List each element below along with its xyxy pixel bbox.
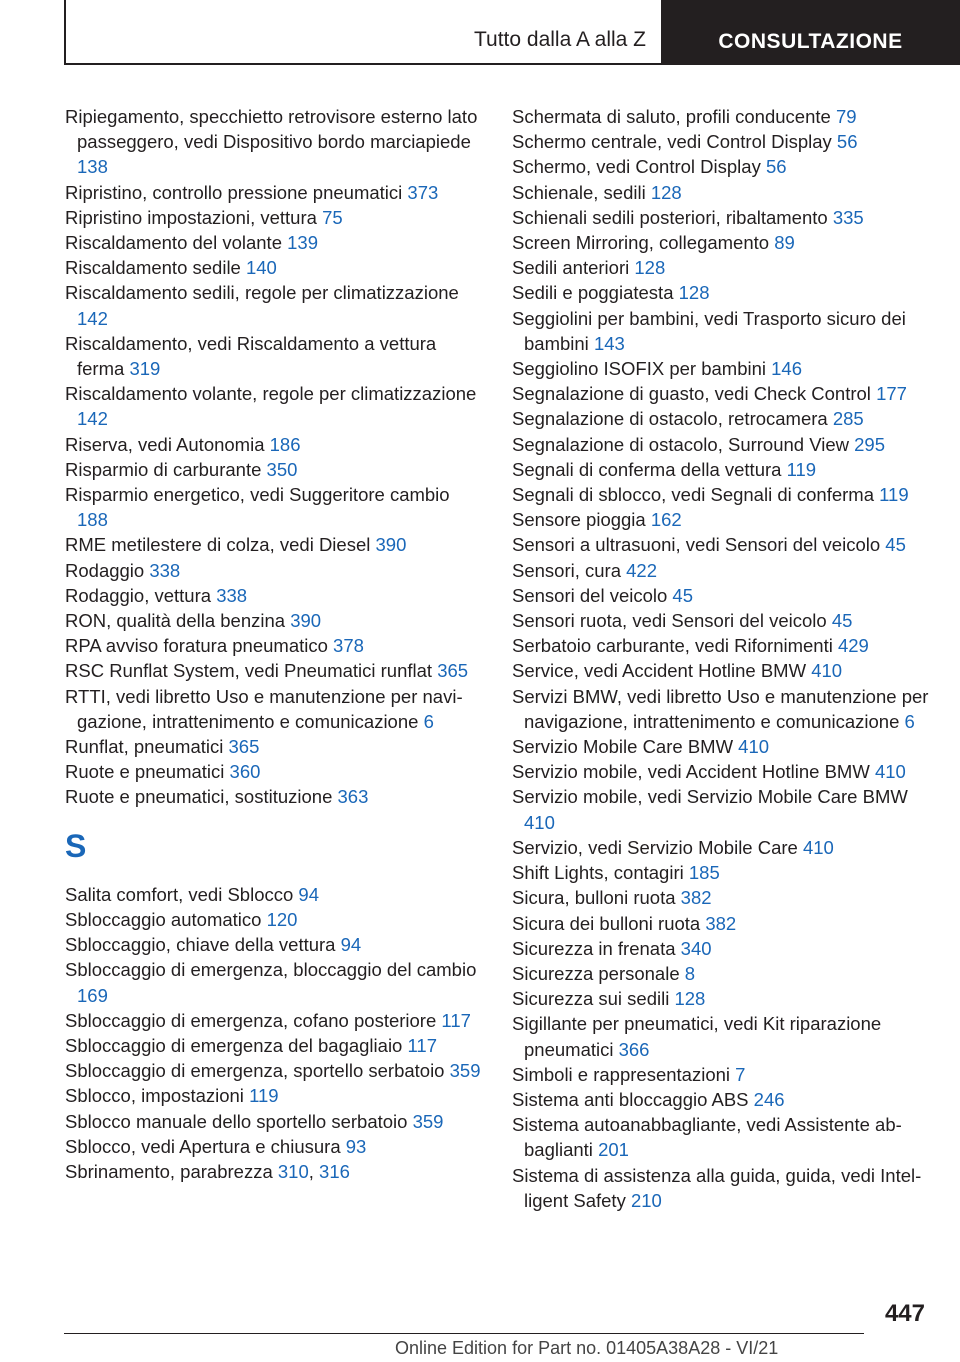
index-entry-text: Simboli e rappresentazioni bbox=[512, 1063, 731, 1085]
index-entry-text: Schienali sedili posteriori, ribaltamento bbox=[512, 206, 828, 228]
index-entry bbox=[512, 129, 932, 154]
index-entry-text: RTTI, vedi libretto Uso e manutenzione per navigazione, intrattenimento e comunicazione bbox=[65, 685, 463, 732]
index-entry bbox=[512, 911, 932, 936]
page-reference-link[interactable]: 429 bbox=[837, 635, 869, 657]
index-entry-text: Servizio mobile, vedi Accident Hotline BMW bbox=[512, 761, 870, 783]
index-entry bbox=[512, 255, 932, 280]
index-entry bbox=[65, 608, 485, 633]
index-entry-text: Sistema di assistenza alla guida, guida, vedi Intelligent Safety bbox=[512, 1164, 922, 1211]
index-entry bbox=[512, 759, 932, 784]
index-entry-text: Riscaldamento sedile bbox=[65, 257, 241, 279]
page-reference-link[interactable]: 128 bbox=[650, 181, 682, 203]
index-entry-text: Ripristino impostazioni, vettura bbox=[65, 206, 317, 228]
page-reference-link[interactable]: 162 bbox=[650, 509, 682, 531]
index-entry bbox=[65, 684, 485, 734]
index-entry bbox=[512, 180, 932, 205]
page-reference-link[interactable]: 366 bbox=[618, 1038, 650, 1060]
page-reference-link[interactable]: 75 bbox=[322, 206, 343, 228]
index-entry bbox=[512, 1112, 932, 1162]
page-reference-link[interactable]: 138 bbox=[77, 156, 108, 178]
page-reference-link[interactable]: 360 bbox=[229, 761, 261, 783]
index-entry-text: Sicura, bulloni ruota bbox=[512, 887, 676, 909]
page-reference-link[interactable]: 188 bbox=[77, 509, 108, 531]
index-entry bbox=[512, 986, 932, 1011]
page-reference-link[interactable]: 378 bbox=[333, 635, 364, 657]
index-entry-text: Servizi BMW, vedi libretto Uso e manutenzione per navigazione, intrattenimento e comunicazione bbox=[512, 685, 929, 732]
page-reference-link[interactable]: 139 bbox=[287, 232, 319, 254]
index-entry bbox=[512, 507, 932, 532]
footer-edition: Online Edition for Part no. 01405A38A28 - VI/21 bbox=[395, 1338, 779, 1358]
index-entry bbox=[512, 835, 932, 860]
index-entry-text: Schermo, vedi Control Display bbox=[512, 156, 761, 178]
page-reference-link[interactable]: 359 bbox=[412, 1110, 444, 1132]
index-entry bbox=[512, 532, 932, 557]
page-reference-link[interactable]: 338 bbox=[149, 559, 181, 581]
page-reference-link[interactable]: 410 bbox=[738, 736, 770, 758]
index-entry bbox=[512, 230, 932, 255]
index-entry bbox=[512, 356, 932, 381]
index-entry bbox=[65, 482, 485, 532]
index-entry bbox=[512, 558, 932, 583]
page-reference-link[interactable]: 185 bbox=[688, 862, 720, 884]
index-entry-text: Sicurezza sui sedili bbox=[512, 988, 670, 1010]
index-entry-text: Sbloccaggio di emergenza, sportello serbatoio bbox=[65, 1060, 445, 1082]
index-entry bbox=[512, 684, 932, 734]
index-entry bbox=[512, 432, 932, 457]
index-entry-text: Riscaldamento sedili, regole per climatizzazione bbox=[65, 282, 459, 304]
index-entry-text: Sensori a ultrasuoni, vedi Sensori del veicolo bbox=[512, 534, 881, 556]
index-entry bbox=[65, 1109, 485, 1134]
index-entry bbox=[512, 1011, 932, 1061]
index-entry-text: Runflat, pneumatici bbox=[65, 736, 224, 758]
index-entry bbox=[512, 633, 932, 658]
page-reference-link[interactable]: 338 bbox=[216, 584, 248, 606]
index-entry bbox=[65, 104, 485, 180]
index-entry bbox=[512, 860, 932, 885]
index-entry-text: Sensori del veicolo bbox=[512, 584, 668, 606]
index-entry bbox=[65, 734, 485, 759]
index-entry bbox=[65, 882, 485, 907]
page-reference-link[interactable]: 390 bbox=[290, 610, 322, 632]
index-entry bbox=[65, 381, 485, 431]
page-reference-link[interactable]: 310 bbox=[277, 1160, 309, 1182]
header-left-rule bbox=[64, 0, 66, 64]
page-reference-link[interactable]: 365 bbox=[228, 736, 260, 758]
index-entry bbox=[512, 381, 932, 406]
index-entry bbox=[512, 1087, 932, 1112]
header-section-title: Tutto dalla A alla Z bbox=[474, 28, 646, 51]
page-reference-link[interactable]: 146 bbox=[771, 358, 803, 380]
index-entry-text: Sbloccaggio di emergenza del bagagliaio bbox=[65, 1034, 403, 1056]
header-chapter-label: CONSULTAZIONE bbox=[718, 30, 903, 53]
page-reference-link[interactable]: 335 bbox=[832, 206, 864, 228]
index-entry bbox=[512, 784, 932, 834]
page-reference-link[interactable]: 6 bbox=[904, 710, 915, 732]
index-entry-text: Riserva, vedi Autonomia bbox=[65, 433, 265, 455]
index-entry-text: Seggiolini per bambini, vedi Trasporto sicuro dei bambini bbox=[512, 307, 906, 354]
page-reference-link[interactable]: 363 bbox=[337, 786, 369, 808]
index-entry-text: Sicurezza personale bbox=[512, 962, 680, 984]
page-reference-link[interactable]: 56 bbox=[836, 131, 858, 153]
page-reference-link[interactable]: 177 bbox=[876, 383, 907, 405]
page-reference-link[interactable]: 79 bbox=[835, 106, 857, 127]
page-reference-link[interactable]: 365 bbox=[437, 660, 469, 682]
page-reference-link[interactable]: 319 bbox=[129, 358, 161, 380]
index-entry-text: Riscaldamento, vedi Riscaldamento a vettura ferma bbox=[65, 332, 437, 380]
index-entry bbox=[512, 961, 932, 986]
index-entry bbox=[65, 255, 485, 280]
page-reference-link[interactable]: 382 bbox=[705, 912, 737, 934]
index-entry bbox=[512, 608, 932, 633]
index-entry-text: Sistema autoanabbagliante, vedi Assistente abbaglianti bbox=[512, 1114, 902, 1161]
index-entry-text: Segnali di conferma della vettura bbox=[512, 458, 782, 480]
index-entry-text: Service, vedi Accident Hotline BMW bbox=[512, 660, 807, 682]
page-reference-link[interactable]: 7 bbox=[735, 1063, 746, 1085]
index-entry-text: Schienale, sedili bbox=[512, 181, 646, 203]
index-entry bbox=[512, 482, 932, 507]
page-reference-link[interactable]: 6 bbox=[423, 710, 434, 732]
index-entry bbox=[65, 1083, 485, 1108]
index-entry-text: Sbrinamento, parabrezza bbox=[65, 1160, 273, 1182]
page-reference-link[interactable]: 186 bbox=[269, 433, 301, 455]
page-reference-link[interactable]: 295 bbox=[854, 433, 886, 455]
index-entry bbox=[512, 583, 932, 608]
index-entry-text: RON, qualità della benzina bbox=[65, 610, 286, 632]
index-entry-text: RSC Runflat System, vedi Pneumatici runflat bbox=[65, 660, 433, 682]
index-entry-text: Segnali di sblocco, vedi Segnali di conferma bbox=[512, 484, 874, 506]
page-reference-link[interactable]: 119 bbox=[249, 1085, 279, 1107]
index-entry bbox=[65, 280, 485, 330]
page-reference-link[interactable]: 128 bbox=[678, 282, 710, 304]
index-entry-text: RPA avviso foratura pneumatico bbox=[65, 635, 328, 657]
page-reference-link[interactable]: 210 bbox=[630, 1189, 662, 1211]
page-reference-link[interactable]: 117 bbox=[441, 1009, 471, 1031]
index-entry bbox=[512, 306, 932, 356]
page-reference-link[interactable]: 340 bbox=[680, 937, 712, 959]
page-reference-link[interactable]: 246 bbox=[753, 1088, 785, 1110]
index-entry-text: Sedili anteriori bbox=[512, 257, 630, 279]
footer-rule bbox=[64, 1333, 864, 1334]
page-reference-link[interactable]: 45 bbox=[672, 584, 693, 606]
index-entry bbox=[65, 907, 485, 932]
index-entry-text: Servizio mobile, vedi Servizio Mobile Care BMW bbox=[512, 786, 908, 808]
index-entry-text: Shift Lights, contagiri bbox=[512, 862, 684, 884]
page-reference-link[interactable]: 128 bbox=[674, 988, 706, 1010]
index-entry bbox=[65, 759, 485, 784]
index-entry bbox=[512, 457, 932, 482]
index-entry bbox=[65, 583, 485, 608]
index-letter-heading: S bbox=[65, 827, 87, 864]
index-entry bbox=[65, 180, 485, 205]
index-entry-text: Sblocco, vedi Apertura e chiusura bbox=[65, 1135, 341, 1157]
page-reference-link[interactable]: 93 bbox=[345, 1135, 367, 1157]
page-reference-link[interactable]: 201 bbox=[598, 1139, 629, 1161]
index-entry-text: Ripristino, controllo pressione pneumatici bbox=[65, 181, 403, 203]
index-entry bbox=[512, 658, 932, 683]
index-entry bbox=[65, 784, 485, 809]
page-reference-link[interactable]: 390 bbox=[375, 534, 407, 556]
index-entry bbox=[512, 280, 932, 305]
page-reference-link[interactable]: 169 bbox=[77, 984, 108, 1006]
index-entry bbox=[65, 558, 485, 583]
index-entry-text: Ripiegamento, specchietto retrovisore esterno lato passeggero, vedi Dispositivo bordo marciapiede bbox=[65, 106, 478, 153]
index-entry bbox=[65, 532, 485, 557]
index-entry-text: Sicurezza in frenata bbox=[512, 937, 676, 959]
index-entry-text: Rodaggio bbox=[65, 559, 145, 581]
page-reference-link[interactable]: 94 bbox=[298, 883, 319, 905]
index-entry-text: Servizio Mobile Care BMW bbox=[512, 736, 734, 758]
index-entry-text: RME metilestere di colza, vedi Diesel bbox=[65, 534, 371, 556]
index-entry-text: Rodaggio, vettura bbox=[65, 584, 212, 606]
page-reference-link[interactable]: 94 bbox=[340, 934, 362, 956]
index-entry bbox=[512, 104, 932, 129]
page-reference-link[interactable]: 350 bbox=[266, 458, 298, 480]
page-reference-link[interactable]: 285 bbox=[832, 408, 864, 430]
index-entry-text: Ruote e pneumatici bbox=[65, 761, 225, 783]
index-entry-text: Sistema anti bloccaggio ABS bbox=[512, 1088, 749, 1110]
page-reference-link[interactable]: 142 bbox=[77, 408, 108, 430]
index-column-left bbox=[65, 104, 485, 1184]
index-entry bbox=[65, 331, 485, 381]
index-entry-text: Serbatoio carburante, vedi Rifornimenti bbox=[512, 635, 833, 657]
page-reference-link[interactable]: 119 bbox=[786, 458, 817, 480]
index-entry bbox=[512, 885, 932, 910]
index-entry-text: Risparmio energetico, vedi Suggeritore cambio bbox=[65, 484, 450, 506]
index-entry bbox=[65, 658, 485, 683]
index-entry-text: Sbloccaggio di emergenza, bloccaggio del cambio bbox=[65, 959, 477, 981]
index-entry-text: Sblocco manuale dello sportello serbatoio bbox=[65, 1110, 408, 1132]
index-entry bbox=[65, 633, 485, 658]
index-entry bbox=[65, 205, 485, 230]
index-entry bbox=[65, 432, 485, 457]
index-entry bbox=[512, 406, 932, 431]
index-entry bbox=[65, 457, 485, 482]
page-header bbox=[0, 0, 960, 66]
index-entry-text: Sbloccaggio automatico bbox=[65, 908, 262, 930]
index-entry-text: Sbloccaggio, chiave della vettura bbox=[65, 934, 336, 956]
index-entry-text: Sensori, cura bbox=[512, 559, 621, 581]
index-entry-text: Segnalazione di ostacolo, Surround View bbox=[512, 433, 849, 455]
page-reference-link[interactable]: 143 bbox=[593, 332, 625, 354]
index-entry bbox=[65, 957, 485, 1007]
page-reference-link[interactable]: 120 bbox=[266, 908, 298, 930]
page-reference-link[interactable]: 422 bbox=[626, 559, 658, 581]
index-entry: Sbrinamento, parabrezza 310, 316 bbox=[65, 1160, 350, 1182]
page-reference-link[interactable]: 117 bbox=[407, 1034, 437, 1056]
index-entry bbox=[512, 1062, 932, 1087]
index-entry bbox=[65, 1058, 485, 1083]
page-reference-link[interactable]: 410 bbox=[874, 761, 906, 783]
page-reference-link[interactable]: 140 bbox=[245, 257, 277, 279]
index-entry bbox=[512, 1163, 932, 1213]
page-reference-link[interactable]: 89 bbox=[774, 232, 795, 254]
index-entry-text: Ruote e pneumatici, sostituzione bbox=[65, 786, 333, 808]
page-reference-link[interactable]: 359 bbox=[449, 1060, 481, 1082]
page-reference-link[interactable]: 382 bbox=[680, 887, 712, 909]
index-entry-text: Riscaldamento del volante bbox=[65, 232, 282, 254]
page-reference-link[interactable]: 410 bbox=[524, 811, 555, 833]
index-column-right bbox=[512, 104, 932, 1213]
index-entry-text: Sblocco, impostazioni bbox=[65, 1085, 244, 1107]
index-entry-text: Salita comfort, vedi Sblocco bbox=[65, 883, 294, 905]
page-reference-link[interactable]: 410 bbox=[811, 660, 843, 682]
index-entry-text: Screen Mirroring, collegamento bbox=[512, 232, 770, 254]
page-reference-link[interactable]: 316 bbox=[319, 1160, 350, 1182]
index-entry bbox=[512, 734, 932, 759]
index-entry-text: Seggiolino ISOFIX per bambini bbox=[512, 358, 766, 380]
index-entry-text: Sedili e poggiatesta bbox=[512, 282, 674, 304]
index-entry bbox=[65, 932, 485, 957]
page-reference-link[interactable]: 128 bbox=[634, 257, 666, 279]
index-entry-text: Sensori ruota, vedi Sensori del veicolo bbox=[512, 610, 827, 632]
index-entry-text: Sbloccaggio di emergenza, cofano posteriore bbox=[65, 1009, 437, 1031]
index-entry bbox=[65, 1008, 485, 1033]
index-entry-text: Schermata di saluto, profili conducente bbox=[512, 106, 831, 127]
page-reference-link[interactable]: 119 bbox=[879, 484, 909, 506]
index-entry-text: Segnalazione di guasto, vedi Check Control bbox=[512, 383, 871, 405]
header-chapter-tab bbox=[661, 0, 960, 65]
index-entry-text: Segnalazione di ostacolo, retrocamera bbox=[512, 408, 828, 430]
page-reference-link[interactable]: 8 bbox=[684, 962, 696, 984]
index-entry-text: Sicura dei bulloni ruota bbox=[512, 912, 701, 934]
index-entry-text: Schermo centrale, vedi Control Display bbox=[512, 131, 832, 153]
index-entry bbox=[65, 230, 485, 255]
index-entry-text: Risparmio di carburante bbox=[65, 458, 262, 480]
page-reference-link[interactable]: 45 bbox=[885, 534, 906, 556]
index-entry bbox=[65, 1033, 485, 1058]
page-number: 447 bbox=[884, 1300, 925, 1327]
index-entry-text: Servizio, vedi Servizio Mobile Care bbox=[512, 836, 798, 858]
index-entry bbox=[65, 1134, 485, 1159]
page-reference-link[interactable]: 410 bbox=[802, 836, 834, 858]
index-entry bbox=[512, 936, 932, 961]
index-entry-text: Sigillante per pneumatici, vedi Kit riparazione pneumatici bbox=[512, 1013, 882, 1060]
page-reference-link[interactable]: 142 bbox=[77, 307, 108, 329]
index-entry-text: Riscaldamento volante, regole per climatizzazione bbox=[65, 383, 477, 405]
page-reference-link[interactable]: 56 bbox=[765, 156, 787, 178]
index-entry bbox=[512, 205, 932, 230]
index-entry-text: Sensore pioggia bbox=[512, 509, 646, 531]
page-reference-link[interactable]: 373 bbox=[407, 181, 439, 203]
page-reference-link[interactable]: 45 bbox=[831, 610, 853, 632]
index-entry bbox=[512, 154, 932, 179]
